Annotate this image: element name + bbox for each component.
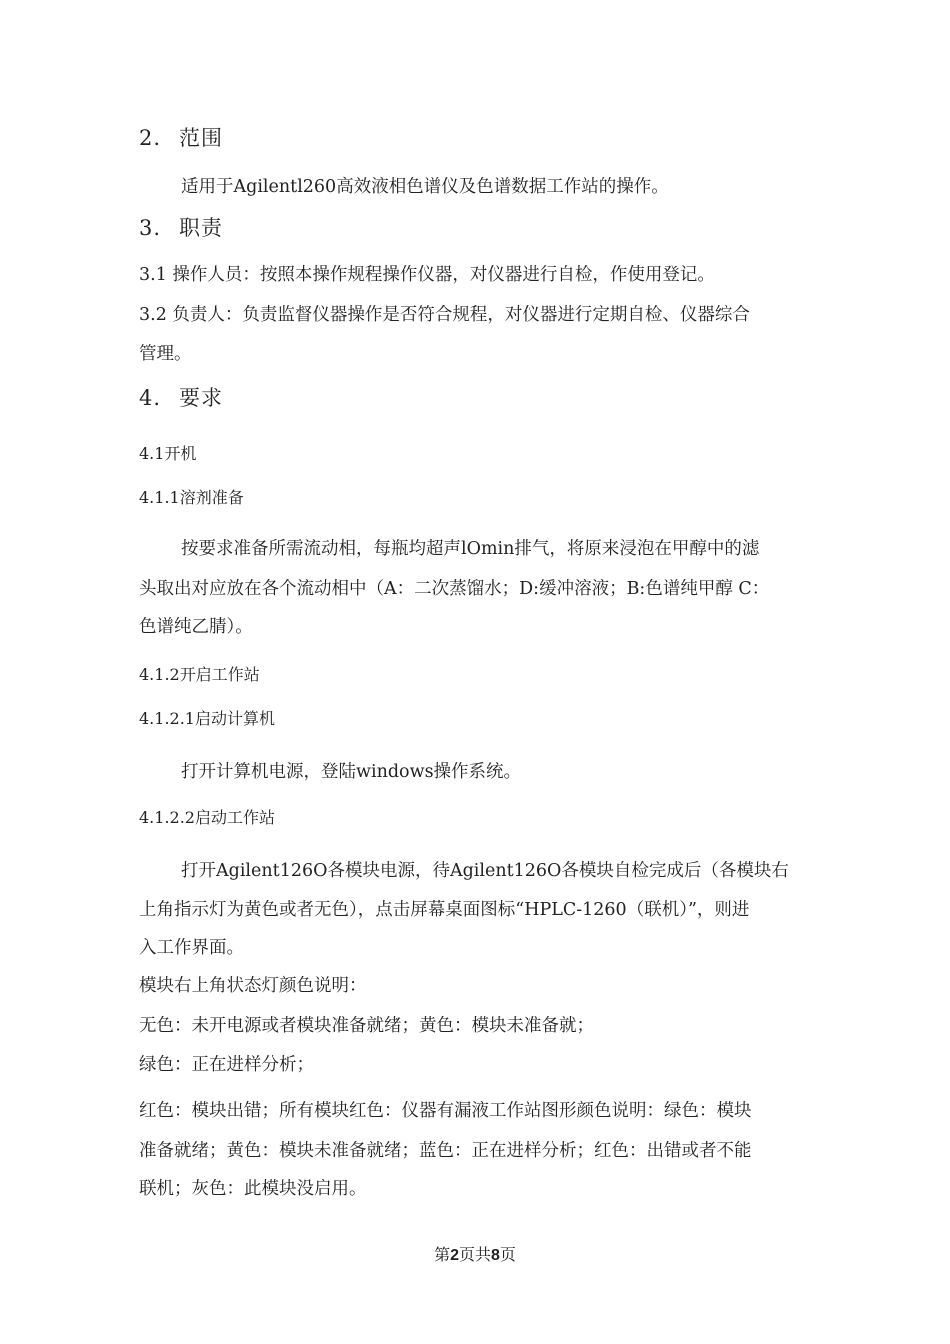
duty-3-2-line-2: 管理。 (139, 344, 192, 364)
footer-prefix: 第 (434, 1245, 451, 1264)
section-number: 3. (139, 216, 162, 240)
section-title: 范围 (179, 126, 223, 150)
footer-page-number: 2 (450, 1247, 459, 1264)
workstation-paragraph-line-1: 打开Agilent126O各模块电源，待Agilent126O各模块自检完成后（各模块右 (181, 861, 789, 881)
status-light-line-3b: 准备就绪；黄色：模块未准备就绪；蓝色：正在进样分析；红色：出错或者不能 (139, 1141, 752, 1161)
footer-total-pages: 8 (491, 1247, 500, 1264)
scope-paragraph: 适用于Agilentl260高效液相色谱仪及色谱数据工作站的操作。 (181, 177, 669, 197)
status-light-line-2: 绿色：正在进样分析； (139, 1055, 314, 1075)
section-title: 职责 (179, 216, 223, 240)
workstation-paragraph-line-3: 入工作界面。 (139, 938, 244, 958)
subsection-4-1-2-1: 4.1.2.1启动计算机 (139, 709, 275, 728)
page-footer (0, 1242, 950, 1265)
status-light-line-3c: 联机；灰色：此模块没启用。 (139, 1179, 367, 1199)
duty-3-2-line-1: 3.2 负责人：负责监督仪器操作是否符合规程，对仪器进行定期自检、仪器综合 (139, 305, 750, 325)
duty-3-1: 3.1 操作人员：按照本操作规程操作仪器，对仪器进行自检，作使用登记。 (139, 265, 715, 285)
workstation-paragraph-line-2: 上角指示灯为黄色或者无色），点击屏幕桌面图标“HPLC-1260（联机）”，则进 (139, 900, 750, 920)
status-light-title: 模块右上角状态灯颜色说明： (139, 976, 367, 996)
subsection-4-1: 4.1开机 (139, 444, 197, 463)
computer-paragraph: 打开计算机电源，登陆windows操作系统。 (181, 762, 522, 782)
subsection-4-1-1: 4.1.1溶剂准备 (139, 488, 244, 507)
section-2-heading (139, 122, 811, 152)
section-number: 4. (139, 386, 162, 410)
status-light-line-3a: 红色：模块出错；所有模块红色：仪器有漏液工作站图形颜色说明：绿色：模块 (139, 1101, 752, 1121)
solvent-paragraph-line-2: 头取出对应放在各个流动相中（A：二次蒸馏水；D:缓冲溶液；B:色谱纯甲醇 C： (139, 579, 770, 599)
subsection-4-1-2-2: 4.1.2.2启动工作站 (139, 808, 275, 827)
subsection-4-1-2: 4.1.2开启工作站 (139, 665, 260, 684)
footer-suffix: 页 (499, 1245, 516, 1264)
solvent-paragraph-line-3: 色谱纯乙腈）。 (139, 617, 253, 637)
section-4-heading (139, 382, 811, 412)
section-3-heading (139, 212, 811, 242)
section-title: 要求 (179, 386, 223, 410)
status-light-line-1: 无色：未开电源或者模块准备就绪；黄色：模块未准备就； (139, 1016, 594, 1036)
footer-middle: 页共 (458, 1245, 491, 1264)
solvent-paragraph-line-1: 按要求准备所需流动相，每瓶均超声lOmin排气，将原来浸泡在甲醇中的滤 (181, 539, 760, 559)
section-number: 2. (139, 126, 162, 150)
